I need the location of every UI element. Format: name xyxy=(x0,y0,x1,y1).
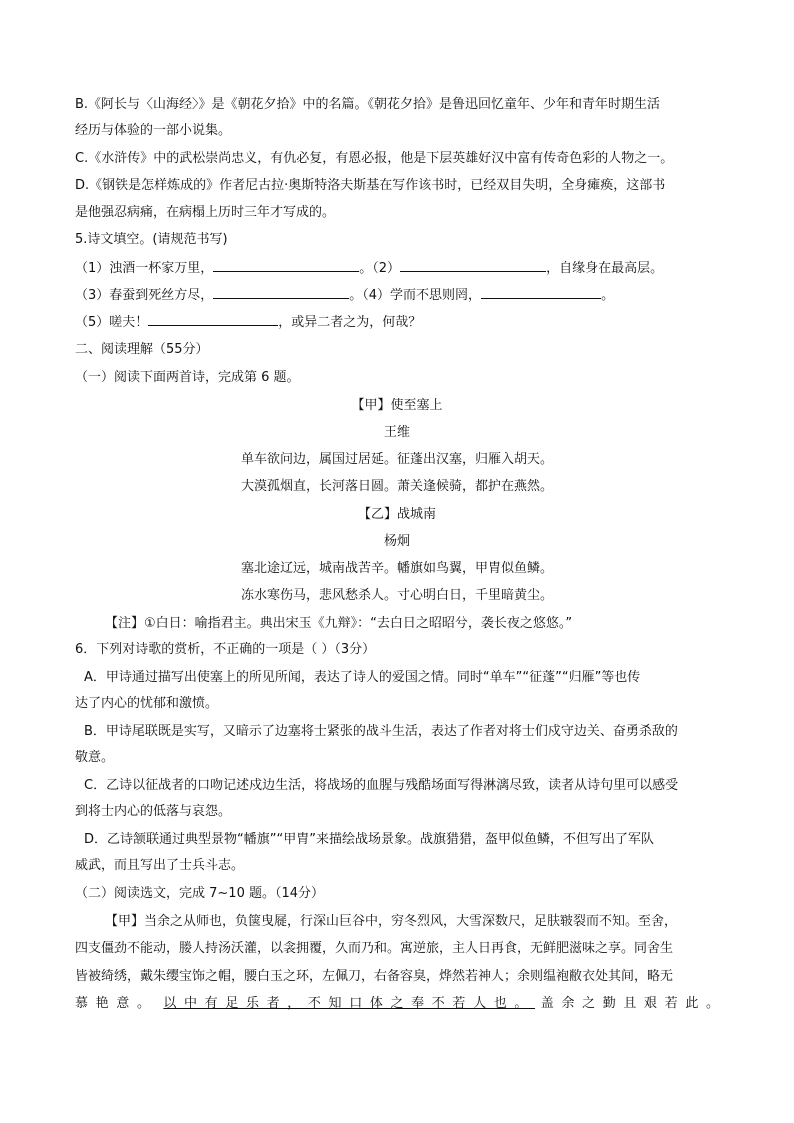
answer-blank-5[interactable] xyxy=(148,313,278,326)
choice-b-line1: B.《阿长与〈山海经〉》是《朝花夕拾》中的名篇。《朝花夕拾》是鲁迅回忆童年、少年和青年时期生活 xyxy=(75,97,661,112)
part2-title: （二）阅读选文，完成 7~10 题。（14分） xyxy=(75,886,325,901)
choice-b-line2: 经历与体验的一部小说集。 xyxy=(75,123,232,138)
q5-r2-text-b: 。（4）学而不思则罔， xyxy=(349,288,482,303)
q5-r1-text-b: 。（2） xyxy=(359,261,401,276)
q6-option-d-line1: D．乙诗颔联通过典型景物“幡旗”“甲胄”来描绘战场景象。战旗猎猎，盔甲似鱼鳞，不但写出了军队 xyxy=(84,832,654,847)
poem-jia-author: 王维 xyxy=(383,425,410,440)
passage-jia-line2: 四支僵劲不能动，媵人持汤沃灌，以衾拥覆，久而乃和。寓逆旅，主人日再食，无鲜肥滋味之享。同舍生 xyxy=(75,941,674,956)
q5-row2 xyxy=(75,286,725,305)
q5-title: 5.诗文填空。(请规范书写) xyxy=(75,232,228,247)
poem-jia-title: 【甲】使至塞上 xyxy=(351,398,443,413)
q6-option-c-line2: 到将士内心的低落与哀怨。 xyxy=(75,804,232,819)
q5-r2-text-c: 。 xyxy=(601,288,615,303)
poem-jia-line2: 大漠孤烟直，长河落日圆。萧关逢候骑，都护在燕然。 xyxy=(240,479,553,494)
choice-c-line1: C.《水浒传》中的武松崇尚忠义，有仇必复，有恩必报，他是下层英雄好汉中富有传奇色彩的人物之一。 xyxy=(75,151,674,166)
q6-option-a-line2: 达了内心的忧郁和激愤。 xyxy=(75,696,219,711)
section2-title: 二、阅读理解（55分） xyxy=(75,342,209,357)
q6-option-d-line2: 威武，而且写出了士兵斗志。 xyxy=(75,858,245,873)
q6-stem: 6．下列对诗歌的赏析，不正确的一项是（ ）（3分） xyxy=(75,642,376,657)
answer-blank-1[interactable] xyxy=(213,259,359,272)
passage-text-c: 盖余之勤且艰若此。 xyxy=(540,996,725,1011)
passage-jia-line1: 【甲】当余之从师也，负箧曳屣，行深山巨谷中，穷冬烈风，大雪深数尺，足肤皲裂而不知。至舍， xyxy=(105,914,678,929)
passage-jia-line4 xyxy=(75,995,725,1013)
q5-row1 xyxy=(75,259,725,278)
answer-blank-2[interactable] xyxy=(400,259,546,272)
q5-r1-text-a: （1）浊酒一杯家万里， xyxy=(75,261,214,276)
q6-option-a-line1: A．甲诗通过描写出使塞上的所见所闻，表达了诗人的爱国之情。同时“单车”“征蓬”“归雁”等也传 xyxy=(84,670,641,685)
passage-underlined-sentence: 以中有足乐者，不知口体之奉不若人也。 xyxy=(163,996,536,1011)
poem-yi-title: 【乙】战城南 xyxy=(357,507,436,522)
q5-row3 xyxy=(75,313,725,332)
answer-blank-4[interactable] xyxy=(481,286,601,299)
passage-text-a: 慕艳意。 xyxy=(75,996,158,1011)
answer-blank-3[interactable] xyxy=(213,286,349,299)
passage-jia-line3: 皆被绮绣，戴朱缨宝饰之帽，腰白玉之环，左佩刀，右备容臭，烨然若神人；余则缊袍敝衣处其间，略无 xyxy=(75,969,674,984)
q6-option-b-line2: 敬意。 xyxy=(75,750,115,765)
q6-option-c-line1: C．乙诗以征战者的口吻记述戍边生活，将战场的血腥与残酷场面写得淋漓尽致，读者从诗句里可以感受 xyxy=(84,778,679,793)
q5-r3-text-a: （5）嗟夫！ xyxy=(75,315,149,330)
choice-d-line1: D.《钢铁是怎样炼成的》作者尼古拉·奥斯特洛夫斯基在写作该书时，已经双目失明，全身瘫痪，这部书 xyxy=(75,178,666,193)
poem-yi-line1: 塞北途辽远，城南战苦辛。幡旗如鸟翼，甲胄似鱼鳞。 xyxy=(240,561,553,576)
poem-note: 【注】①白日：喻指君主。典出宋玉《九辩》：“去白日之昭昭兮，袭长夜之悠悠。” xyxy=(105,616,573,631)
q5-r1-text-c: ，自缘身在最高层。 xyxy=(546,261,664,276)
poem-yi-author: 杨炯 xyxy=(383,534,410,549)
poem-yi-line2: 冻水寒伤马，悲风愁杀人。寸心明白日，千里暗黄尘。 xyxy=(240,588,553,603)
part1-title: （一）阅读下面两首诗，完成第 6 题。 xyxy=(75,370,300,385)
q5-r3-text-b: ，或异二者之为，何哉？ xyxy=(278,315,422,330)
choice-d-line2: 是他强忍病痛，在病榻上历时三年才写成的。 xyxy=(75,205,336,220)
poem-jia-line1: 单车欲问边，属国过居延。征蓬出汉塞，归雁入胡天。 xyxy=(240,452,553,467)
q6-option-b-line1: B．甲诗尾联既是实写，又暗示了边塞将士紧张的战斗生活，表达了作者对将士们戍守边关、奋勇杀敌的 xyxy=(84,724,678,739)
q5-r2-text-a: （3）春蚕到死丝方尽， xyxy=(75,288,214,303)
